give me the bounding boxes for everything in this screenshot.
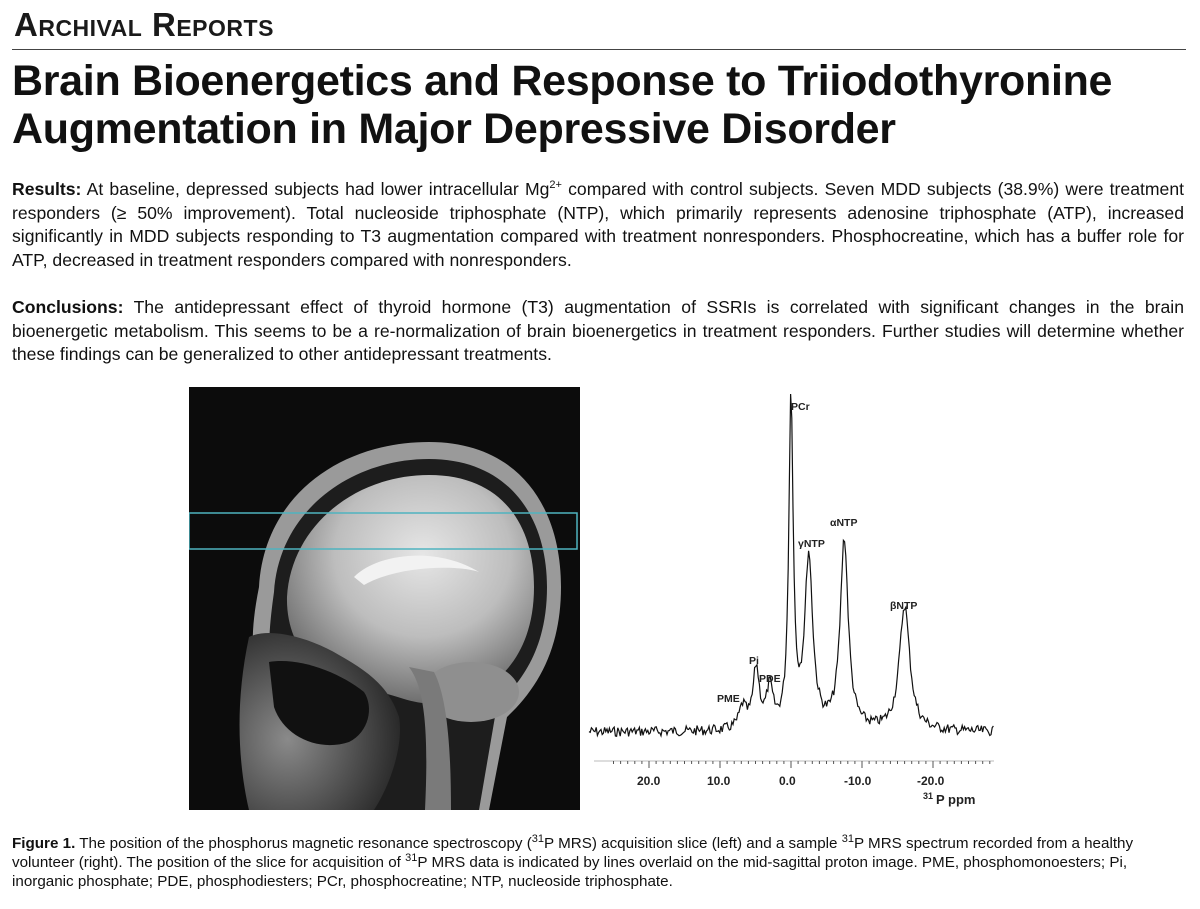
results-superscript: 2+ [549,179,562,192]
caption-superscript-3: 31 [405,851,418,864]
figure-caption-text-3: P MRS spectrum recorded from a healthy volunteer (right). The position of the slice for acquisition of [12,835,1134,871]
peak-label-pi: Pi [749,655,759,667]
tick-label-10: 10.0 [707,774,731,788]
header-divider [12,49,1186,50]
conclusions-paragraph [12,296,1184,367]
tick-label-0: 0.0 [779,774,796,788]
conclusions-text: The antidepressant effect of thyroid hormone (T3) augmentation of SSRIs is correlated with significant changes in the brain bioenergetic metabolism. This seems to be a re-normalization of brain bioenergetics in treatment responders. Further studies will determine whether these findings can be generalized to other antidepressant treatments. [12,297,1184,364]
spectrum-ticks [614,761,990,768]
spectrum-svg [584,387,1000,817]
mri-drawing [189,387,580,810]
peak-label-pde: PDE [759,673,781,685]
section-label: Archival Reports [14,6,274,43]
figure-caption-label: Figure 1. [12,835,76,852]
results-paragraph [12,178,1184,272]
results-text-1: At baseline, depressed subjects had lower intracellular Mg [86,179,550,199]
caption-superscript-1: 31 [531,832,545,845]
axis-label-superscript: 31 [923,791,934,801]
peak-label-gamma-ntp: γNTP [798,538,825,550]
axis-label: P ppm [936,792,976,807]
figure-caption-text-4: P MRS data is indicated by lines overlaid on the mid-sagittal proton image. PME, phosphomonoesters; Pi, inorganic phosphate; PDE, phosphodiesters; PCr, phosphocreatine; NTP, nucleoside triphosphate. [12,854,1128,890]
mri-sagittal-image [189,387,580,810]
peak-label-beta-ntp: βNTP [890,600,918,612]
mrs-spectrum [584,387,1000,817]
conclusions-label: Conclusions: [12,297,124,317]
tick-label-minus20: -20.0 [917,774,945,788]
figure-caption-text-2: P MRS) acquisition slice (left) and a sample [544,835,838,852]
results-label: Results: [12,179,82,199]
spectrum-trace [589,394,993,736]
article-title: Brain Bioenergetics and Response to Triiodothyronine Augmentation in Major Depressive Disorder [12,57,1113,153]
figure-caption-text-1: The position of the phosphorus magnetic resonance spectroscopy ( [79,835,532,852]
peak-label-pme: PME [717,693,740,705]
caption-superscript-2: 31 [841,832,854,845]
tick-label-minus10: -10.0 [844,774,872,788]
results-text-2: compared with control subjects. Seven MDD subjects (38.9%) were treatment responders (≥ 50% improvement). Total nucleoside triphosphate (NTP), which primarily represents adenosine triphosphate (ATP), increased significantly in MDD subjects responding to T3 augmentation compared with treatment nonresponders. Phosphocreatine, which has a buffer role for ATP, decreased in treatment responders compared with nonresponders. [12,179,1184,270]
peak-label-pcr: PCr [791,401,810,413]
peak-label-alpha-ntp: αNTP [830,517,858,529]
tick-label-20: 20.0 [637,774,661,788]
figure-caption [12,834,1188,891]
